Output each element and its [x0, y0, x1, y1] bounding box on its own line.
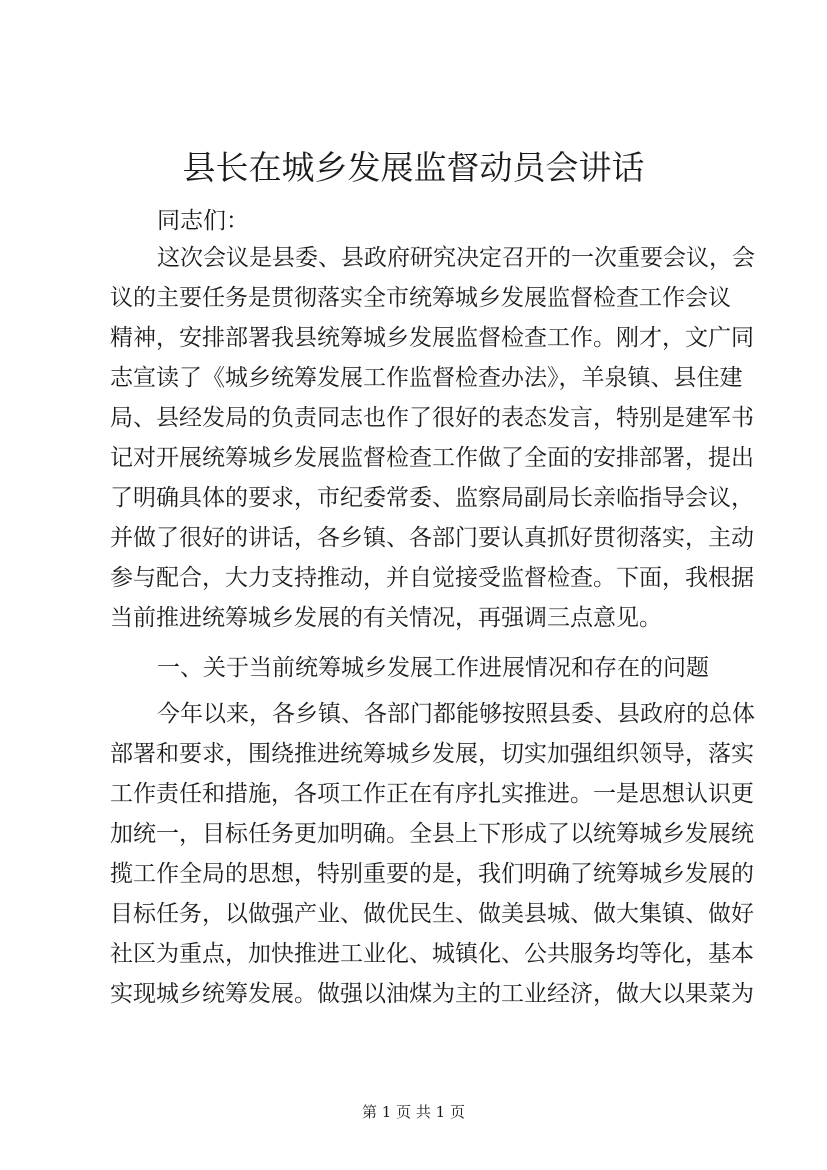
paragraph-line: 工作责任和措施，各项工作正在有序扎实推进。一是思想认识更 — [110, 781, 754, 807]
paragraph-line: 社区为重点，加快推进工业化、城镇化、公共服务均等化，基本 — [110, 941, 754, 967]
paragraph-line: 部署和要求，围绕推进统筹城乡发展，切实加强组织领导，落实 — [110, 741, 754, 767]
paragraph-line: 实现城乡统筹发展。做强以油煤为主的工业经济，做大以果菜为 — [110, 981, 754, 1007]
paragraph-line: 精神，安排部署我县统筹城乡发展监督检查工作。刚才，文广同 — [110, 325, 754, 351]
paragraph-line: 目标任务，以做强产业、做优民生、做美县城、做大集镇、做好 — [110, 901, 754, 927]
paragraph-line: 揽工作全局的思想，特别重要的是，我们明确了统筹城乡发展的 — [110, 861, 754, 887]
salutation: 同志们： — [157, 208, 249, 234]
paragraph-line: 议的主要任务是贯彻落实全市统筹城乡发展监督检查工作会议 — [110, 285, 731, 311]
paragraph-line: 并做了很好的讲话，各乡镇、各部门要认真抓好贯彻落实，主动 — [110, 525, 754, 551]
paragraph-line: 志宣读了《城乡统筹发展工作监督检查办法》，羊泉镇、县住建 — [110, 365, 743, 391]
paragraph-line: 加统一，目标任务更加明确。全县上下形成了以统筹城乡发展统 — [110, 821, 754, 847]
section-heading: 一、关于当前统筹城乡发展工作进展情况和存在的问题 — [157, 655, 709, 681]
paragraph-line: 了明确具体的要求，市纪委常委、监察局副局长亲临指导会议， — [110, 485, 754, 511]
paragraph-line: 局、县经发局的负责同志也作了很好的表态发言，特别是建军书 — [110, 405, 754, 431]
page-number-footer: 第 1 页 共 1 页 — [362, 1103, 465, 1121]
paragraph-line: 今年以来，各乡镇、各部门都能够按照县委、县政府的总体 — [157, 701, 755, 727]
paragraph-line: 这次会议是县委、县政府研究决定召开的一次重要会议，会 — [157, 245, 755, 271]
paragraph-line: 当前推进统筹城乡发展的有关情况，再强调三点意见。 — [110, 605, 662, 631]
document-title: 县长在城乡发展监督动员会讲话 — [182, 148, 645, 187]
paragraph-line: 记对开展统筹城乡发展监督检查工作做了全面的安排部署，提出 — [110, 445, 754, 471]
paragraph-line: 参与配合，大力支持推动，并自觉接受监督检查。下面，我根据 — [110, 565, 754, 591]
